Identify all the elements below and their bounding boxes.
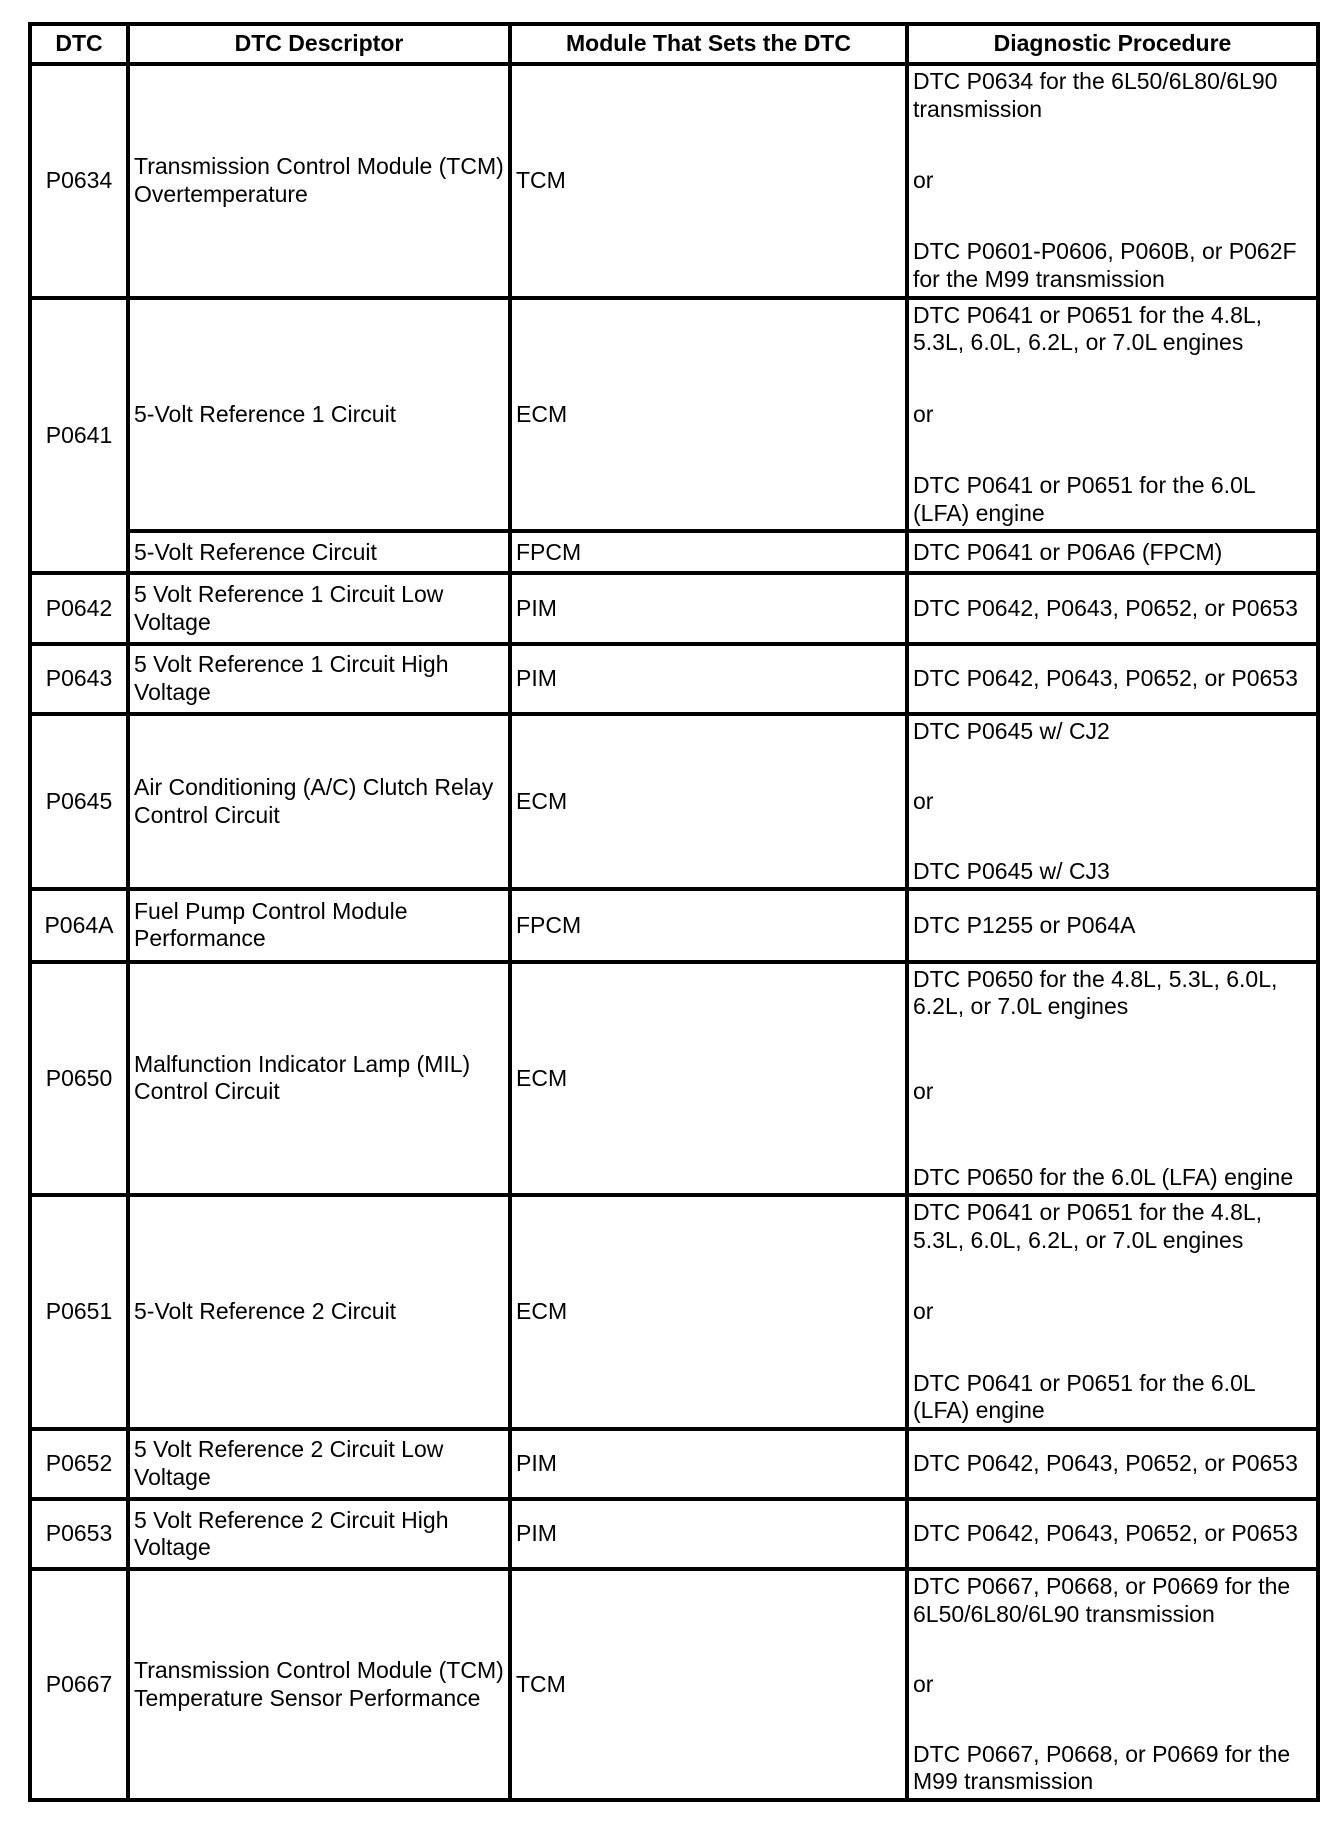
dtc-module: PIM xyxy=(510,644,907,714)
diagnostic-procedure xyxy=(907,1195,1318,1429)
procedure-or: or xyxy=(913,400,934,427)
diagnostic-procedure: DTC P0642, P0643, P0652, or P0653 xyxy=(907,1429,1318,1499)
dtc-code: P0634 xyxy=(30,64,128,298)
dtc-code: P0643 xyxy=(30,644,128,714)
procedure-line: DTC P0667, P0668, or P0669 for the 6L50/6L80/6L90 transmission xyxy=(913,1573,1291,1627)
procedure-or: or xyxy=(913,1078,934,1105)
dtc-module: TCM xyxy=(510,1569,907,1800)
procedure-line: DTC P0645 w/ CJ2 xyxy=(913,717,1110,744)
dtc-code: P0651 xyxy=(30,1195,128,1429)
table-row xyxy=(30,962,1318,1196)
dtc-table xyxy=(28,22,1320,1802)
dtc-module: ECM xyxy=(510,962,907,1196)
table-row xyxy=(30,1429,1318,1499)
header-module: Module That Sets the DTC xyxy=(510,24,907,64)
dtc-module: ECM xyxy=(510,1195,907,1429)
dtc-code: P0650 xyxy=(30,962,128,1196)
table-row xyxy=(30,1569,1318,1800)
dtc-module: PIM xyxy=(510,1499,907,1569)
table-row xyxy=(30,1195,1318,1429)
dtc-descriptor: Fuel Pump Control Module Performance xyxy=(128,889,510,961)
diagnostic-procedure: DTC P0642, P0643, P0652, or P0653 xyxy=(907,644,1318,714)
table-row xyxy=(30,573,1318,643)
header-row xyxy=(30,24,1318,64)
dtc-descriptor: 5-Volt Reference Circuit xyxy=(128,531,510,573)
dtc-module: PIM xyxy=(510,1429,907,1499)
diagnostic-procedure xyxy=(907,64,1318,298)
dtc-code: P064A xyxy=(30,889,128,961)
procedure-or: or xyxy=(913,167,934,194)
dtc-descriptor: Air Conditioning (A/C) Clutch Relay Control Circuit xyxy=(128,714,510,890)
table-row xyxy=(30,714,1318,890)
dtc-descriptor: 5-Volt Reference 2 Circuit xyxy=(128,1195,510,1429)
diagnostic-procedure: DTC P0642, P0643, P0652, or P0653 xyxy=(907,1499,1318,1569)
table-row xyxy=(30,1499,1318,1569)
dtc-descriptor: 5 Volt Reference 2 Circuit Low Voltage xyxy=(128,1429,510,1499)
dtc-module: FPCM xyxy=(510,531,907,573)
procedure-line: DTC P0641 or P0651 for the 6.0L (LFA) engine xyxy=(913,1369,1255,1424)
dtc-code: P0642 xyxy=(30,573,128,643)
table-row xyxy=(30,298,1318,532)
diagnostic-procedure xyxy=(907,714,1318,890)
dtc-module: ECM xyxy=(510,714,907,890)
diagnostic-procedure: DTC P0642, P0643, P0652, or P0653 xyxy=(907,573,1318,643)
diagnostic-procedure: DTC P1255 or P064A xyxy=(907,889,1318,961)
dtc-descriptor: 5 Volt Reference 1 Circuit Low Voltage xyxy=(128,573,510,643)
diagnostic-procedure: DTC P0641 or P06A6 (FPCM) xyxy=(907,531,1318,573)
dtc-module: ECM xyxy=(510,298,907,532)
procedure-line: DTC P0645 w/ CJ3 xyxy=(913,857,1110,884)
header-procedure: Diagnostic Procedure xyxy=(907,24,1318,64)
dtc-module: PIM xyxy=(510,573,907,643)
diagnostic-procedure xyxy=(907,962,1318,1196)
diagnostic-procedure xyxy=(907,1569,1318,1800)
procedure-line: DTC P0650 for the 4.8L, 5.3L, 6.0L, 6.2L, or 7.0L engines xyxy=(913,965,1278,1020)
procedure-line: DTC P0641 or P0651 for the 4.8L, 5.3L, 6.0L, 6.2L, or 7.0L engines xyxy=(913,301,1263,356)
procedure-or: or xyxy=(913,1670,934,1697)
dtc-code: P0667 xyxy=(30,1569,128,1800)
dtc-code: P0652 xyxy=(30,1429,128,1499)
dtc-descriptor: Transmission Control Module (TCM) Overtemperature xyxy=(128,64,510,298)
procedure-line: DTC P0641 or P0651 for the 6.0L (LFA) engine xyxy=(913,472,1255,526)
header-descriptor: DTC Descriptor xyxy=(128,24,510,64)
table-row xyxy=(30,644,1318,714)
dtc-descriptor: Malfunction Indicator Lamp (MIL) Control Circuit xyxy=(128,962,510,1196)
dtc-code: P0641 xyxy=(30,298,128,574)
procedure-line: DTC P0601-P0606, P060B, or P062F for the M99 transmission xyxy=(913,238,1297,293)
dtc-module: FPCM xyxy=(510,889,907,961)
dtc-code: P0645 xyxy=(30,714,128,890)
table-row xyxy=(30,531,1318,573)
dtc-descriptor: 5-Volt Reference 1 Circuit xyxy=(128,298,510,532)
procedure-line: DTC P0641 or P0651 for the 4.8L, 5.3L, 6.0L, 6.2L, or 7.0L engines xyxy=(913,1199,1263,1253)
procedure-line: DTC P0650 for the 6.0L (LFA) engine xyxy=(913,1163,1294,1190)
dtc-descriptor: Transmission Control Module (TCM) Temperature Sensor Performance xyxy=(128,1569,510,1800)
procedure-line: DTC P0667, P0668, or P0669 for the M99 transmission xyxy=(913,1740,1291,1795)
procedure-line: DTC P0634 for the 6L50/6L80/6L90 transmission xyxy=(913,68,1278,122)
table-row xyxy=(30,889,1318,961)
dtc-code: P0653 xyxy=(30,1499,128,1569)
dtc-module: TCM xyxy=(510,64,907,298)
table-row xyxy=(30,64,1318,298)
dtc-descriptor: 5 Volt Reference 2 Circuit High Voltage xyxy=(128,1499,510,1569)
header-dtc: DTC xyxy=(30,24,128,64)
procedure-or: or xyxy=(913,1298,934,1325)
procedure-or: or xyxy=(913,787,934,814)
diagnostic-procedure xyxy=(907,298,1318,532)
dtc-descriptor: 5 Volt Reference 1 Circuit High Voltage xyxy=(128,644,510,714)
